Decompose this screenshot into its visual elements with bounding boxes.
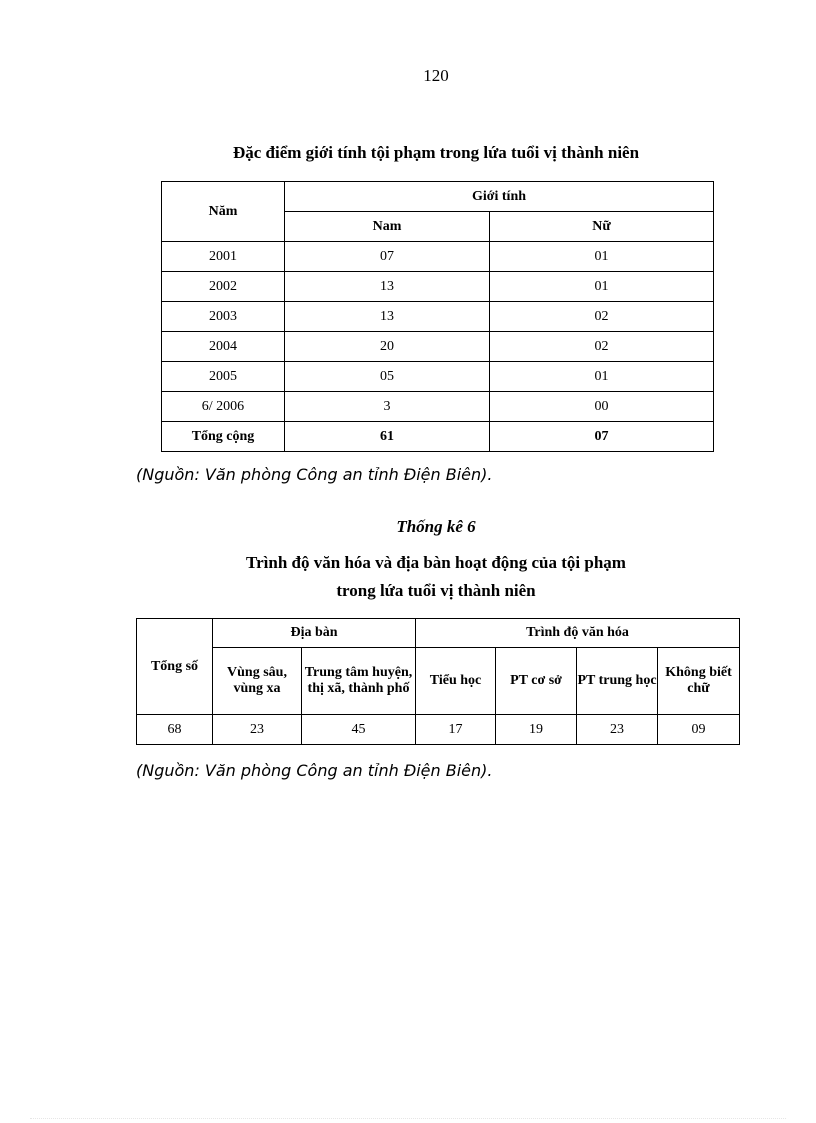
header-gender: Giới tính <box>285 182 714 212</box>
table-row <box>162 302 714 332</box>
header-area: Địa bàn <box>213 619 416 648</box>
header-male: Nam <box>285 212 490 242</box>
illiterate-cell: 09 <box>658 715 740 745</box>
table1-title: Đặc điểm giới tính tội phạm trong lứa tuổi vị thành niên <box>232 143 640 162</box>
year-cell: 2004 <box>162 332 285 362</box>
female-cell: 02 <box>490 332 714 362</box>
female-cell: 01 <box>490 272 714 302</box>
year-cell: 6/ 2006 <box>162 392 285 422</box>
male-cell: 20 <box>285 332 490 362</box>
female-cell: 00 <box>490 392 714 422</box>
header-education: Trình độ văn hóa <box>416 619 740 648</box>
female-cell: 01 <box>490 242 714 272</box>
female-cell: 01 <box>490 362 714 392</box>
header-year: Năm <box>162 182 285 242</box>
table2-source: (Nguồn: Văn phòng Công an tỉnh Điện Biên). <box>136 761 493 780</box>
lower-secondary-cell: 19 <box>496 715 577 745</box>
upper-secondary-cell: 23 <box>577 715 658 745</box>
total-row <box>162 422 714 452</box>
header-female: Nữ <box>490 212 714 242</box>
male-cell: 3 <box>285 392 490 422</box>
header-lower-secondary: PT cơ sở <box>496 648 577 715</box>
statistic-label: Thống kê 6 <box>396 517 476 536</box>
total-cell: 68 <box>137 715 213 745</box>
header-remote-area: Vùng sâu, vùng xa <box>213 648 302 715</box>
year-cell: 2003 <box>162 302 285 332</box>
year-cell: 2001 <box>162 242 285 272</box>
page-bottom-divider <box>30 1118 786 1119</box>
male-cell: 07 <box>285 242 490 272</box>
page-number: 120 <box>423 66 449 85</box>
header-upper-secondary: PT trung học <box>577 648 658 715</box>
header-urban-center: Trung tâm huyện, thị xã, thành phố <box>302 648 416 715</box>
male-cell: 13 <box>285 302 490 332</box>
remote-area-cell: 23 <box>213 715 302 745</box>
total-label: Tổng cộng <box>162 422 285 452</box>
total-female: 07 <box>490 422 714 452</box>
year-cell: 2002 <box>162 272 285 302</box>
table1-source: (Nguồn: Văn phòng Công an tỉnh Điện Biên). <box>136 465 493 484</box>
primary-cell: 17 <box>416 715 496 745</box>
table-row <box>162 392 714 422</box>
header-total: Tổng số <box>137 619 213 715</box>
gender-table <box>161 181 714 452</box>
table-row <box>162 362 714 392</box>
urban-center-cell: 45 <box>302 715 416 745</box>
year-cell: 2005 <box>162 362 285 392</box>
table-row <box>137 715 740 745</box>
table2-title-line1: Trình độ văn hóa và địa bàn hoạt động của tội phạm <box>246 553 626 572</box>
header-illiterate: Không biết chữ <box>658 648 740 715</box>
header-primary: Tiểu học <box>416 648 496 715</box>
table-row <box>162 332 714 362</box>
table-row <box>162 242 714 272</box>
education-area-table <box>136 618 740 745</box>
female-cell: 02 <box>490 302 714 332</box>
male-cell: 05 <box>285 362 490 392</box>
total-male: 61 <box>285 422 490 452</box>
table-row <box>162 272 714 302</box>
male-cell: 13 <box>285 272 490 302</box>
table2-title-line2: trong lứa tuổi vị thành niên <box>336 581 536 600</box>
